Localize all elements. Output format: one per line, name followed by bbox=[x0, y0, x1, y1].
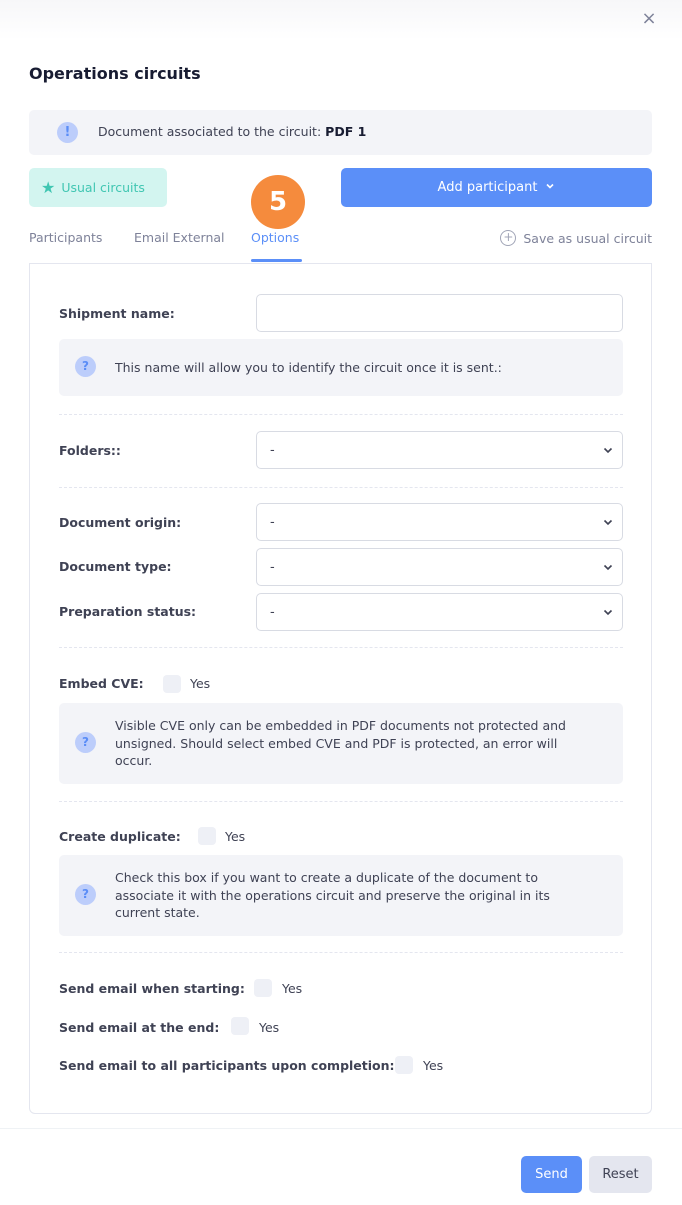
tab-participants[interactable]: Participants bbox=[29, 230, 103, 245]
question-icon: ? bbox=[75, 884, 96, 905]
reset-button[interactable]: Reset bbox=[589, 1156, 652, 1193]
create-duplicate-checkbox[interactable] bbox=[198, 827, 216, 845]
document-alert bbox=[29, 110, 652, 155]
add-participant-label: Add participant bbox=[437, 180, 538, 195]
email-start-checkbox[interactable] bbox=[254, 979, 272, 997]
chevron-down-icon bbox=[602, 444, 614, 456]
divider bbox=[59, 414, 623, 415]
email-end-yes-label: Yes bbox=[259, 1020, 280, 1035]
shipment-name-input[interactable] bbox=[256, 294, 623, 332]
document-origin-label: Document origin: bbox=[59, 515, 182, 530]
question-icon: ? bbox=[75, 356, 96, 377]
embed-cve-hint-text: Visible CVE only can be embedded in PDF documents not protected and unsigned. Should select embed CVE and PDF is protected, an error will occur. bbox=[115, 718, 566, 768]
create-duplicate-hint bbox=[59, 855, 623, 936]
preparation-status-label: Preparation status: bbox=[59, 604, 197, 619]
divider bbox=[59, 487, 623, 488]
chevron-down-icon bbox=[545, 181, 555, 194]
document-type-select[interactable] bbox=[256, 548, 623, 586]
shipment-name-hint-text: This name will allow you to identify the circuit once it is sent.: bbox=[115, 360, 502, 375]
email-all-label: Send email to all participants upon completion: bbox=[59, 1058, 395, 1073]
usual-circuits-button[interactable] bbox=[29, 168, 167, 207]
save-as-usual-label: Save as usual circuit bbox=[523, 230, 652, 246]
email-all-checkbox[interactable] bbox=[395, 1056, 413, 1074]
send-button[interactable]: Send bbox=[521, 1156, 582, 1193]
document-type-value: - bbox=[270, 559, 275, 575]
save-as-usual-circuit-button[interactable] bbox=[500, 230, 652, 246]
folders-select[interactable] bbox=[256, 431, 623, 469]
email-start-yes-label: Yes bbox=[282, 981, 303, 996]
email-end-label: Send email at the end: bbox=[59, 1020, 220, 1035]
star-icon: ★ bbox=[41, 178, 56, 197]
chevron-down-icon bbox=[602, 516, 614, 528]
embed-cve-label: Embed CVE: bbox=[59, 676, 144, 691]
document-origin-value: - bbox=[270, 514, 275, 530]
footer-divider bbox=[0, 1128, 682, 1129]
create-duplicate-yes-label: Yes bbox=[225, 829, 246, 844]
usual-circuits-label: Usual circuits bbox=[61, 180, 145, 195]
close-icon[interactable]: × bbox=[641, 8, 657, 29]
document-type-label: Document type: bbox=[59, 559, 172, 574]
folders-value: - bbox=[270, 442, 275, 458]
document-origin-select[interactable] bbox=[256, 503, 623, 541]
active-tab-indicator bbox=[251, 259, 302, 262]
divider bbox=[59, 801, 623, 802]
shipment-name-label: Shipment name: bbox=[59, 306, 175, 321]
plus-circle-icon: + bbox=[500, 230, 516, 246]
tab-options[interactable]: Options bbox=[251, 230, 300, 245]
preparation-status-value: - bbox=[270, 604, 275, 620]
preparation-status-select[interactable] bbox=[256, 593, 623, 631]
alert-text: Document associated to the circuit: PDF 1 bbox=[98, 124, 367, 139]
email-start-label: Send email when starting: bbox=[59, 981, 245, 996]
divider bbox=[59, 952, 623, 953]
modal-topbar bbox=[0, 0, 682, 40]
create-duplicate-hint-text: Check this box if you want to create a duplicate of the document to associate it with the operations circuit and preserve the original in its current state. bbox=[115, 870, 550, 920]
embed-cve-yes-label: Yes bbox=[190, 676, 211, 691]
divider bbox=[59, 647, 623, 648]
options-panel bbox=[29, 264, 652, 1114]
step-number-badge: 5 bbox=[251, 175, 305, 229]
modal-title: Operations circuits bbox=[29, 64, 201, 83]
email-end-checkbox[interactable] bbox=[231, 1017, 249, 1035]
info-icon: ! bbox=[57, 122, 78, 143]
chevron-down-icon bbox=[602, 561, 614, 573]
tab-email-external[interactable]: Email External bbox=[134, 230, 225, 245]
tab-bar bbox=[0, 226, 682, 264]
shipment-name-hint bbox=[59, 339, 623, 396]
email-all-yes-label: Yes bbox=[423, 1058, 444, 1073]
question-icon: ? bbox=[75, 732, 96, 753]
add-participant-button[interactable] bbox=[341, 168, 652, 207]
folders-label: Folders:: bbox=[59, 443, 121, 458]
document-name: PDF 1 bbox=[325, 124, 367, 139]
embed-cve-checkbox[interactable] bbox=[163, 675, 181, 693]
embed-cve-hint bbox=[59, 703, 623, 784]
create-duplicate-label: Create duplicate: bbox=[59, 829, 181, 844]
chevron-down-icon bbox=[602, 606, 614, 618]
